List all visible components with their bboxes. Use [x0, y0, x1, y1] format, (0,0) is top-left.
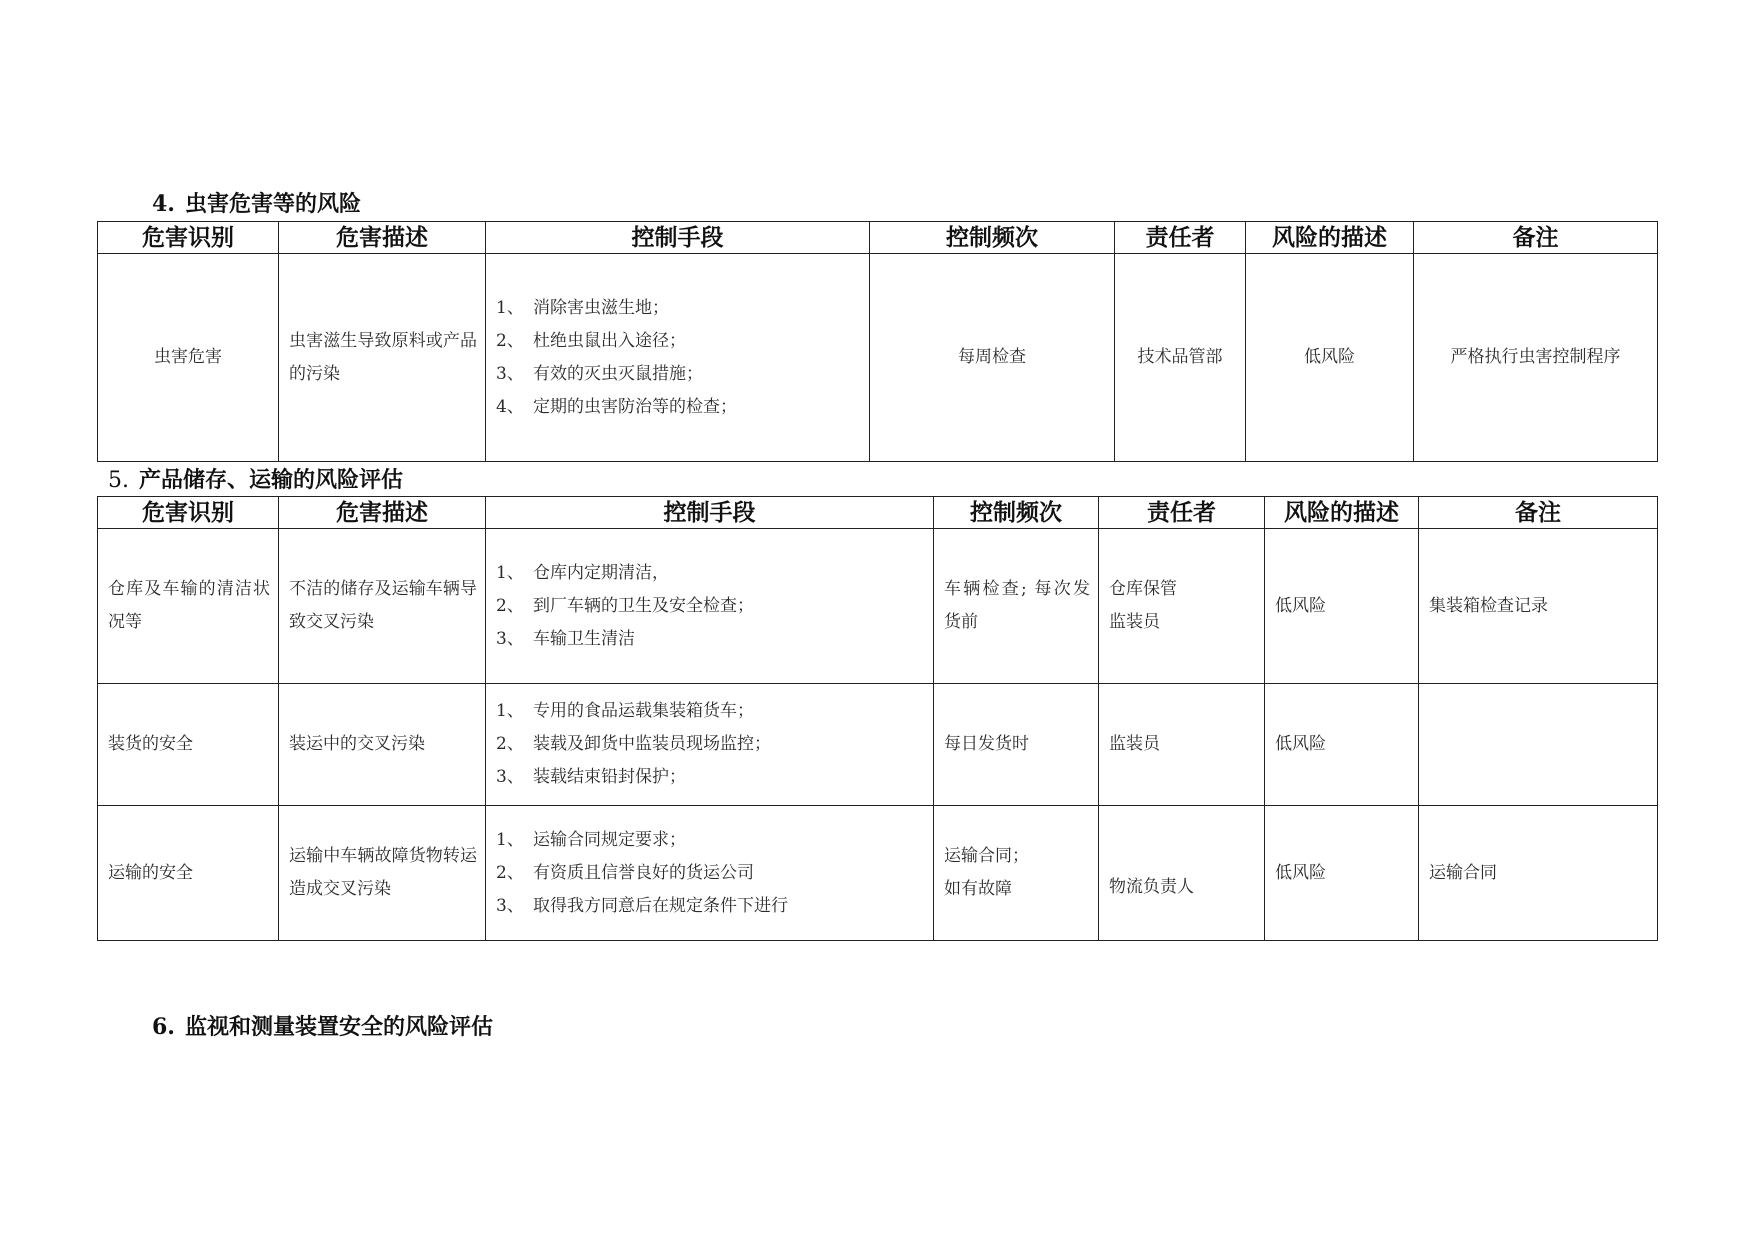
description-cell: 虫害滋生导致原料或产品的污染	[279, 254, 486, 462]
hazard-cell: 运输的安全	[98, 806, 279, 941]
header-hazard: 危害识别	[98, 497, 279, 529]
frequency-cell: 运输合同； 如有故障	[934, 806, 1099, 941]
table-header-row	[98, 222, 1658, 254]
risk-cell: 低风险	[1265, 529, 1419, 684]
measures-cell	[486, 529, 934, 684]
frequency-cell: 车辆检查; 每次发货前	[934, 529, 1099, 684]
header-risk: 风险的描述	[1246, 222, 1414, 254]
section-4-heading	[152, 189, 361, 219]
responsible-cell: 仓库保管 监装员	[1099, 529, 1265, 684]
header-remark: 备注	[1419, 497, 1658, 529]
risk-cell: 低风险	[1265, 806, 1419, 941]
list-item: 2、 装载及卸货中监装员现场监控；	[496, 734, 771, 754]
section-5-title: 产品储存、运输的风险评估	[139, 467, 404, 493]
risk-cell: 低风险	[1246, 254, 1414, 462]
hazard-cell: 装货的安全	[98, 684, 279, 806]
section-6-heading	[152, 1012, 493, 1042]
header-measures: 控制手段	[486, 497, 934, 529]
header-responsible: 责任者	[1115, 222, 1246, 254]
header-risk: 风险的描述	[1265, 497, 1419, 529]
remark-cell	[1419, 684, 1658, 806]
measures-cell	[486, 254, 870, 462]
list-item: 1、 仓库内定期清洁，	[496, 562, 669, 583]
list-item: 1、 专用的食品运载集装箱货车；	[496, 701, 754, 721]
list-item: 2、 到厂车辆的卫生及安全检查；	[496, 595, 754, 616]
list-item: 1、 消除害虫滋生地；	[496, 297, 669, 318]
risk-cell: 低风险	[1265, 684, 1419, 806]
header-responsible: 责任者	[1099, 497, 1265, 529]
list-item: 3、 有效的灭虫灭鼠措施；	[496, 363, 703, 384]
section-4-number: 4.	[152, 191, 175, 217]
header-frequency: 控制频次	[934, 497, 1099, 529]
list-item: 3、 取得我方同意后在规定条件下进行	[496, 895, 788, 916]
pest-risk-table	[97, 221, 1658, 462]
remark-cell: 运输合同	[1419, 806, 1658, 941]
frequency-cell: 每周检查	[870, 254, 1115, 462]
list-item: 2、 有资质且信誉良好的货运公司	[496, 862, 754, 883]
list-item: 4、 定期的虫害防治等的检查；	[496, 396, 737, 417]
section-5-heading	[108, 465, 403, 496]
section-6-title: 监视和测量装置安全的风险评估	[184, 1014, 493, 1040]
description-cell: 不洁的储存及运输车辆导致交叉污染	[279, 529, 486, 684]
frequency-cell: 每日发货时	[934, 684, 1099, 806]
storage-transport-risk-table	[97, 496, 1658, 941]
list-item: 1、 运输合同规定要求；	[496, 829, 686, 850]
responsible-cell: 监装员	[1099, 684, 1265, 806]
description-cell: 运输中车辆故障货物转运造成交叉污染	[279, 806, 486, 941]
header-remark: 备注	[1414, 222, 1658, 254]
table-row	[98, 684, 1658, 806]
header-description: 危害描述	[279, 222, 486, 254]
header-hazard: 危害识别	[98, 222, 279, 254]
hazard-cell: 虫害危害	[98, 254, 279, 462]
measures-cell	[486, 684, 934, 806]
table-header-row	[98, 497, 1658, 529]
table-row	[98, 806, 1658, 941]
measures-cell	[486, 806, 934, 941]
section-6-number: 6.	[152, 1014, 175, 1040]
section-4-title: 虫害危害等的风险	[184, 191, 361, 217]
responsible-cell: 物流负责人	[1099, 806, 1265, 941]
list-item: 2、 杜绝虫鼠出入途径；	[496, 330, 686, 351]
header-measures: 控制手段	[486, 222, 870, 254]
description-cell: 装运中的交叉污染	[279, 684, 486, 806]
header-frequency: 控制频次	[870, 222, 1115, 254]
remark-cell: 严格执行虫害控制程序	[1414, 254, 1658, 462]
responsible-cell: 技术品管部	[1115, 254, 1246, 462]
list-item: 3、 车输卫生清洁	[496, 628, 635, 649]
section-5-number: 5.	[108, 468, 129, 493]
hazard-cell: 仓库及车输的清洁状况等	[98, 529, 279, 684]
header-description: 危害描述	[279, 497, 486, 529]
table-row	[98, 529, 1658, 684]
remark-cell: 集装箱检查记录	[1419, 529, 1658, 684]
list-item: 3、 装载结束铅封保护；	[496, 767, 686, 787]
table-row	[98, 254, 1658, 462]
